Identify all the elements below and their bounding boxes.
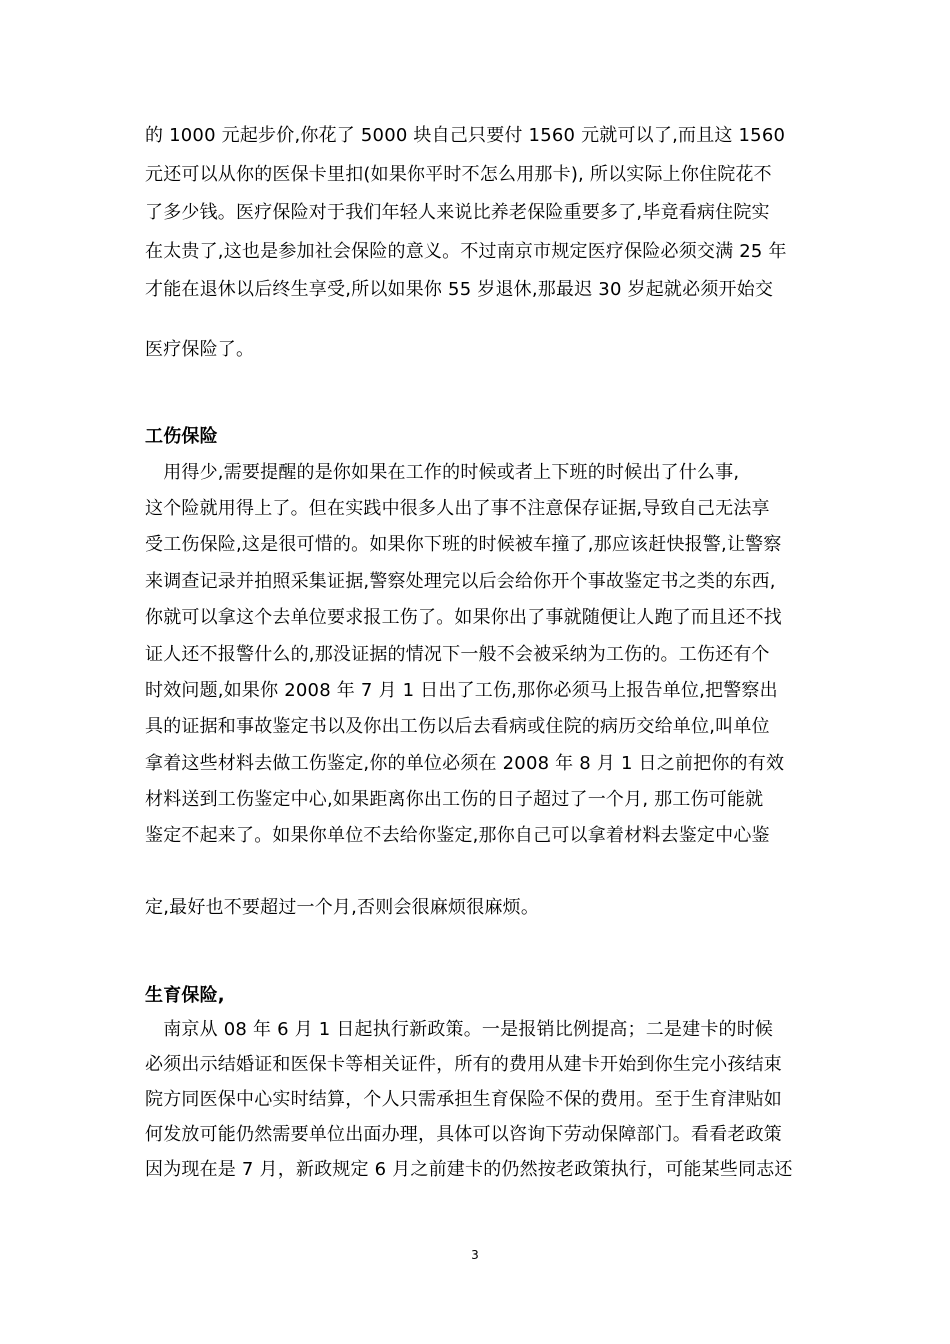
section-heading: 工伤保险 xyxy=(145,426,218,447)
paragraph-line: 时效问题,如果你 2008 年 7 月 1 日出了工伤,那你必须马上报告单位,把警察出 xyxy=(145,680,778,701)
section-heading: 生育保险, xyxy=(145,985,225,1006)
paragraph-line: 这个险就用得上了。但在实践中很多人出了事不注意保存证据,导致自己无法享 xyxy=(145,498,770,519)
paragraph-line: 的 1000 元起步价,你花了 5000 块自己只要付 1560 元就可以了,而且这 1560 xyxy=(145,125,786,146)
paragraph-line: 何发放可能仍然需要单位出面办理，具体可以咨询下劳动保障部门。看看老政策 xyxy=(145,1124,782,1145)
paragraph-line: 拿着这些材料去做工伤鉴定,你的单位必须在 2008 年 8 月 1 日之前把你的有效 xyxy=(145,753,785,774)
paragraph-line: 你就可以拿这个去单位要求报工伤了。如果你出了事就随便让人跑了而且还不找 xyxy=(145,607,782,628)
paragraph-line: 受工伤保险,这是很可惜的。如果你下班的时候被车撞了,那应该赶快报警,让警察 xyxy=(145,534,782,555)
paragraph-line: 具的证据和事故鉴定书以及你出工伤以后去看病或住院的病历交给单位,叫单位 xyxy=(145,716,770,737)
paragraph-line: 必须出示结婚证和医保卡等相关证件，所有的费用从建卡开始到你生完小孩结束 xyxy=(145,1054,782,1075)
paragraph-line: 鉴定不起来了。如果你单位不去给你鉴定,那你自己可以拿着材料去鉴定中心鉴 xyxy=(145,825,770,846)
paragraph-line: 院方同医保中心实时结算，个人只需承担生育保险不保的费用。至于生育津贴如 xyxy=(145,1089,782,1110)
paragraph-line: 了多少钱。医疗保险对于我们年轻人来说比养老保险重要多了,毕竟看病住院实 xyxy=(145,202,770,223)
paragraph-line: 在太贵了,这也是参加社会保险的意义。不过南京市规定医疗保险必须交满 25 年 xyxy=(145,241,787,262)
paragraph-line: 因为现在是 7 月，新政规定 6 月之前建卡的仍然按老政策执行，可能某些同志还 xyxy=(145,1159,793,1180)
paragraph-line: 医疗保险了。 xyxy=(145,339,255,360)
paragraph-line: 定,最好也不要超过一个月,否则会很麻烦很麻烦。 xyxy=(145,897,540,918)
page-number: 3 xyxy=(471,1248,479,1262)
paragraph-line: 来调查记录并拍照采集证据,警察处理完以后会给你开个事故鉴定书之类的东西, xyxy=(145,571,776,592)
paragraph-line: 才能在退休以后终生享受,所以如果你 55 岁退休,那最迟 30 岁起就必须开始交 xyxy=(145,279,774,300)
paragraph-line: 南京从 08 年 6 月 1 日起执行新政策。一是报销比例提高；二是建卡的时候 xyxy=(145,1019,774,1040)
paragraph-line: 材料送到工伤鉴定中心,如果距离你出工伤的日子超过了一个月, 那工伤可能就 xyxy=(145,789,764,810)
paragraph-line: 元还可以从你的医保卡里扣(如果你平时不怎么用那卡), 所以实际上你住院花不 xyxy=(145,164,772,185)
paragraph-line: 用得少,需要提醒的是你如果在工作的时候或者上下班的时候出了什么事, xyxy=(145,462,740,483)
paragraph-line: 证人还不报警什么的,那没证据的情况下一般不会被采纳为工伤的。工伤还有个 xyxy=(145,644,770,665)
